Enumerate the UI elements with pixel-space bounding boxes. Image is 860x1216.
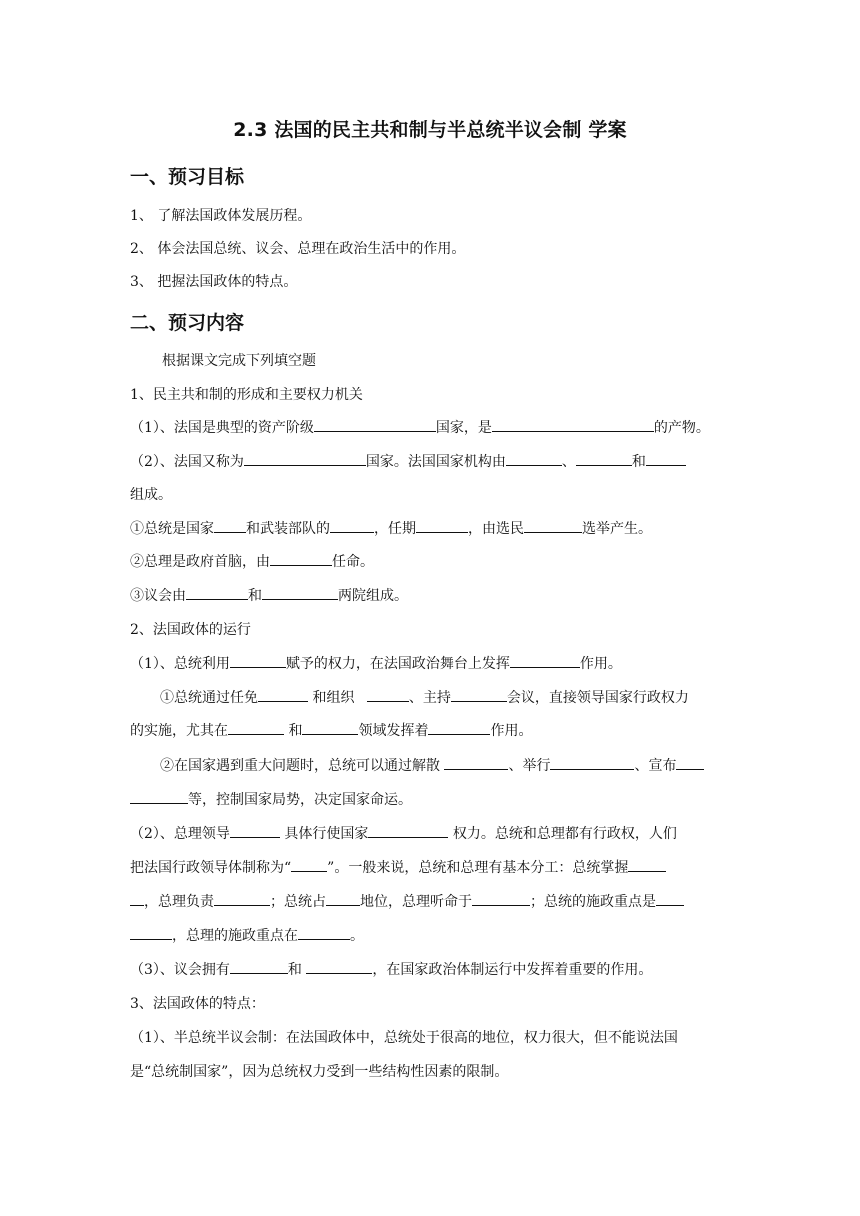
question-line-2-cont: 组成。: [130, 487, 172, 503]
blank-field[interactable]: [451, 687, 507, 702]
blank-field[interactable]: [270, 551, 332, 566]
blank-field[interactable]: [306, 959, 372, 974]
blank-field[interactable]: [524, 518, 582, 533]
question-line-1: （1）、法国是典型的资产阶级 国家，是 的产物。: [130, 417, 730, 437]
instruction-text: 根据课文完成下列填空题: [162, 353, 316, 369]
goal-item-3: 3、 把握法国政体的特点。: [130, 274, 298, 290]
blank-field[interactable]: [258, 687, 308, 702]
blank-field[interactable]: [230, 823, 280, 838]
document-title: 2.3 法国的民主共和制与半总统半议会制 学案: [233, 119, 627, 141]
blank-field[interactable]: [416, 518, 468, 533]
blank-field[interactable]: [326, 891, 360, 906]
blank-field[interactable]: [676, 755, 704, 770]
blank-field[interactable]: [506, 451, 562, 466]
question-operation-1: （1）、总统利用 赋予的权力，在法国政治舞台上发挥 作用。: [130, 653, 730, 673]
feature-paragraph-line-1: （1）、半总统半议会制：在法国政体中，总统处于很高的地位，权力很大，但不能说法国: [130, 1030, 678, 1046]
blank-field[interactable]: [244, 451, 366, 466]
question-line-2: （2）、法国又称为 国家。法国国家机构由 、 和: [130, 451, 730, 471]
blank-field[interactable]: [130, 789, 188, 804]
feature-paragraph-line-2: 是“总统制国家”，因为总统权力受到一些结构性因素的限制。: [130, 1064, 509, 1080]
blank-field[interactable]: [367, 687, 409, 702]
blank-field[interactable]: [628, 857, 666, 872]
blank-field[interactable]: [368, 823, 448, 838]
blank-field[interactable]: [314, 417, 436, 432]
question-operation-1-2: ②在国家遇到重大问题时，总统可以通过解散 、举行 、宣布: [160, 755, 730, 775]
blank-field[interactable]: [656, 891, 684, 906]
blank-field[interactable]: [298, 925, 350, 940]
subsection-title-2: 2、法国政体的运行: [130, 622, 251, 638]
question-operation-2: （2）、总理领导 具体行使国家 权力。总统和总理都有行政权，人们: [130, 823, 730, 843]
blank-field[interactable]: [214, 891, 270, 906]
question-operation-3: （3）、议会拥有 和 ，在国家政治体制运行中发挥着重要的作用。: [130, 959, 730, 979]
question-operation-1-1: ①总统通过任免 和组织 、主持 会议，直接领导国家行政权力: [160, 687, 730, 707]
blank-field[interactable]: [302, 720, 358, 735]
blank-field[interactable]: [214, 518, 246, 533]
goal-item-2: 2、 体会法国总统、议会、总理在政治生活中的作用。: [130, 241, 466, 257]
item-premier: ②总理是政府首脑，由 任命。: [130, 551, 730, 571]
blank-field[interactable]: [550, 755, 634, 770]
question-operation-2-cont-1: 把法国行政领导体制称为“ ”。一般来说，总统和总理有基本分工：总统掌握: [130, 857, 730, 877]
subsection-title-3: 3、法国政体的特点：: [130, 996, 265, 1012]
item-parliament: ③议会由 和 两院组成。: [130, 585, 730, 605]
blank-field[interactable]: [230, 653, 286, 668]
blank-field[interactable]: [444, 755, 508, 770]
blank-field[interactable]: [428, 720, 490, 735]
blank-field[interactable]: [130, 925, 172, 940]
item-president: ①总统是国家 和武装部队的 ，任期 ，由选民 选举产生。: [130, 518, 730, 538]
question-operation-2-cont-2: ，总理负责 ；总统占 地位，总理听命于 ；总统的施政重点是: [130, 891, 730, 911]
question-operation-1-1-cont: 的实施，尤其在 和 领域发挥着 作用。: [130, 720, 730, 740]
blank-field[interactable]: [230, 959, 288, 974]
blank-field[interactable]: [576, 451, 632, 466]
question-operation-1-2-cont: 等，控制国家局势，决定国家命运。: [130, 789, 730, 809]
blank-field[interactable]: [262, 585, 338, 600]
blank-field[interactable]: [646, 451, 686, 466]
section-heading-preview-content: 二、预习内容: [130, 312, 245, 334]
blank-field[interactable]: [130, 891, 144, 906]
blank-field[interactable]: [510, 653, 580, 668]
blank-field[interactable]: [472, 891, 530, 906]
blank-field[interactable]: [330, 518, 374, 533]
blank-field[interactable]: [228, 720, 284, 735]
blank-field[interactable]: [291, 857, 327, 872]
question-operation-2-cont-3: ，总理的施政重点在 。: [130, 925, 730, 945]
section-heading-preview-goals: 一、预习目标: [130, 166, 245, 188]
blank-field[interactable]: [186, 585, 248, 600]
blank-field[interactable]: [492, 417, 654, 432]
goal-item-1: 1、 了解法国政体发展历程。: [130, 208, 312, 224]
subsection-title-1: 1、民主共和制的形成和主要权力机关: [130, 387, 363, 403]
